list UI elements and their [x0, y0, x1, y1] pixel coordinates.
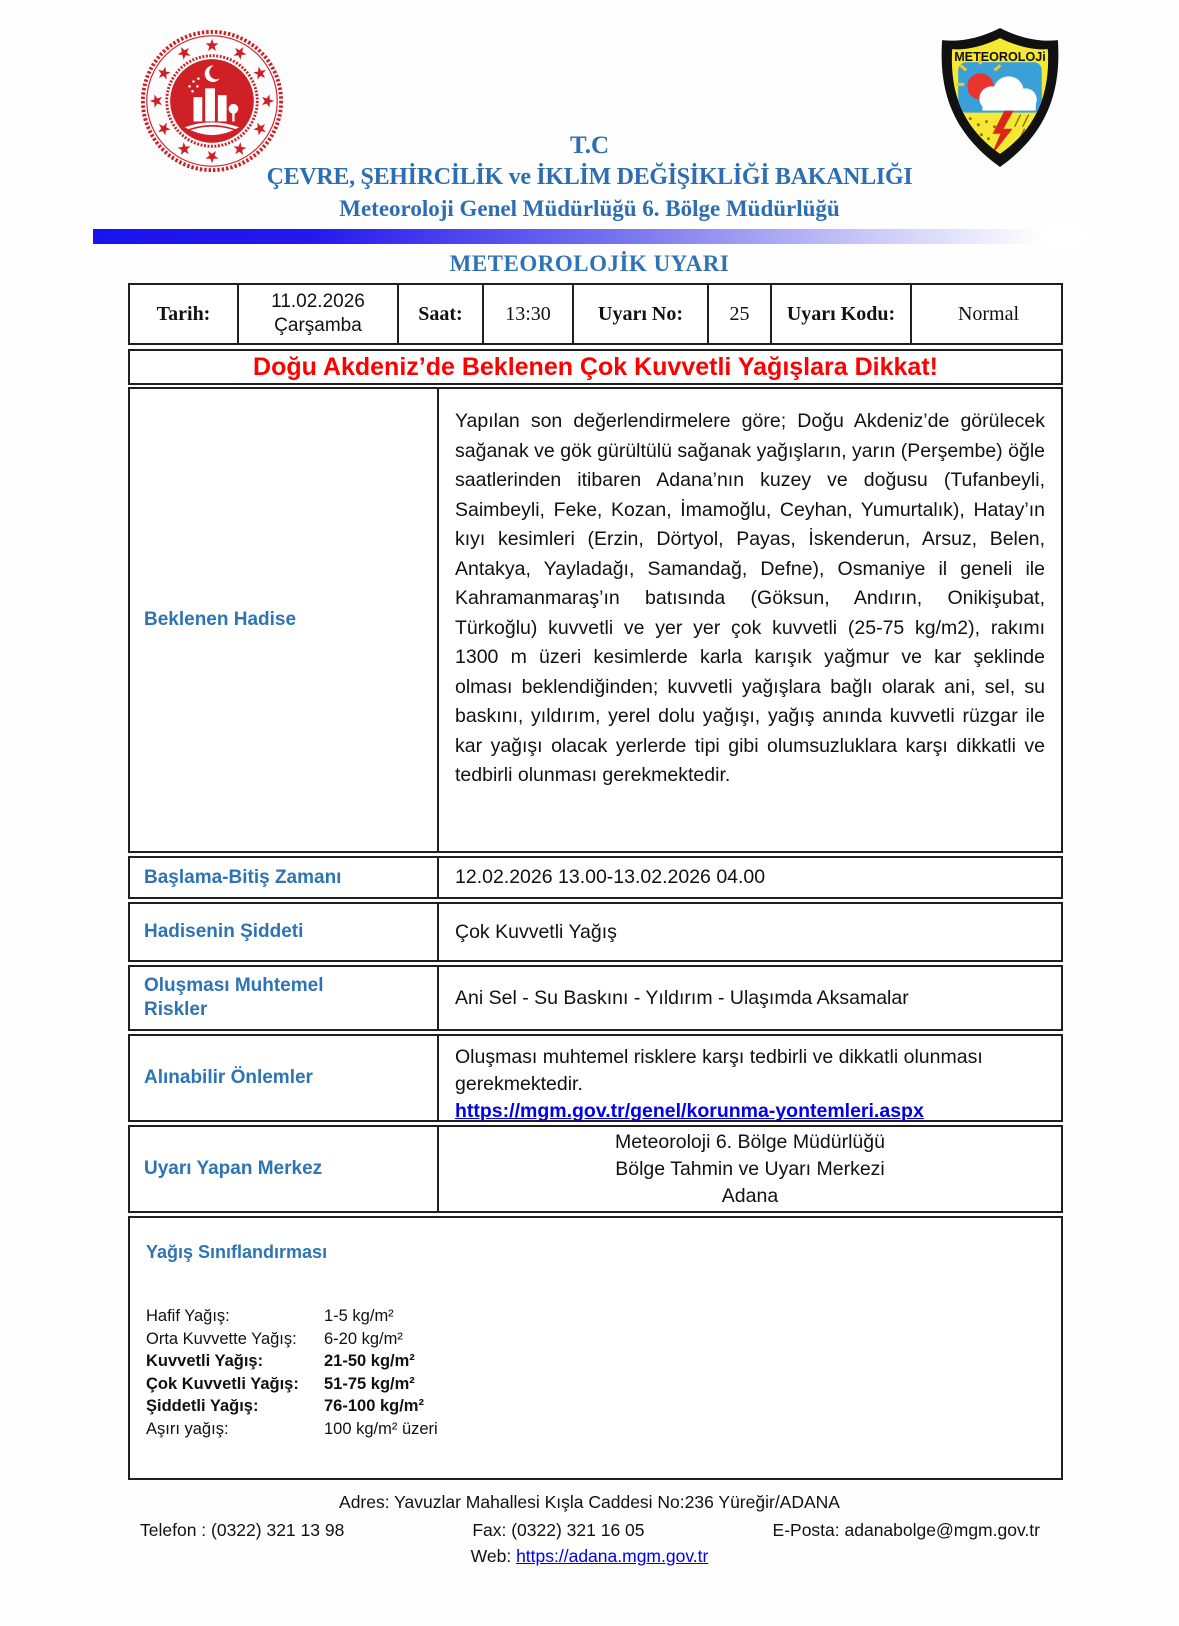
- riskler-value: Ani Sel - Su Baskını - Yıldırım - Ulaşımda Aksamalar: [455, 986, 909, 1009]
- footer-telefon: Telefon : (0322) 321 13 98: [140, 1520, 345, 1540]
- alert-title-row: [128, 349, 1063, 385]
- classification-row-hafif: [146, 1305, 1061, 1328]
- classification-row-kuvvetli: [146, 1350, 1061, 1373]
- header-ministry-name: ÇEVRE, ŞEHİRCİLİK ve İKLİM DEĞİŞİKLİĞİ BAKANLIĞI: [266, 164, 913, 190]
- section-riskler: [128, 965, 1063, 1031]
- alert-title: Doğu Akdeniz’de Beklenen Çok Kuvvetli Yağışlara Dikkat!: [253, 352, 938, 381]
- classification-row-asiri: [146, 1418, 1061, 1441]
- classification-label: Kuvvetli Yağış:: [146, 1352, 264, 1370]
- classification-title: Yağış Sınıflandırması: [146, 1242, 328, 1262]
- section-baslama-bitis: [128, 856, 1063, 899]
- saat-value: 13:30: [482, 285, 572, 343]
- uyari-no-value: 25: [707, 285, 770, 343]
- onlemler-value-cell: [439, 1036, 1061, 1120]
- uyari-kodu-value: Normal: [910, 285, 1065, 343]
- merkez-label-cell: [130, 1127, 439, 1211]
- footer-contacts: [140, 1520, 1040, 1541]
- onlemler-label-cell: [130, 1036, 439, 1120]
- classification-row-siddetli: [146, 1395, 1061, 1418]
- merkez-line-1: Meteoroloji 6. Bölge Müdürlüğü: [615, 1130, 885, 1153]
- classification-label: Çok Kuvvetli Yağış:: [146, 1374, 299, 1393]
- uyari-kodu-label: Uyarı Kodu:: [770, 285, 910, 343]
- header-directorate-name: Meteoroloji Genel Müdürlüğü 6. Bölge Müdürlüğü: [339, 196, 840, 221]
- merkez-label: Uyarı Yapan Merkez: [144, 1158, 323, 1179]
- header-tc: T.C: [569, 132, 610, 159]
- document-title: METEOROLOJİK UYARI: [449, 251, 730, 276]
- siddet-label: Hadisenin Şiddeti: [144, 921, 304, 942]
- beklenen-hadise-value-cell: [439, 389, 1061, 851]
- merkez-line-2: Bölge Tahmin ve Uyarı Merkezi: [615, 1157, 885, 1180]
- footer-web: [0, 1546, 1179, 1567]
- merkez-line-3: Adana: [721, 1184, 779, 1207]
- onlemler-text: Oluşması muhtemel risklere karşı tedbirli ve dikkatli olunması gerekmektedir.: [455, 1046, 983, 1095]
- saat-label: Saat:: [397, 285, 482, 343]
- siddet-value: Çok Kuvvetli Yağış: [455, 920, 617, 943]
- uyari-no-label: Uyarı No:: [572, 285, 707, 343]
- tarih-value: [237, 285, 397, 343]
- badge-text: METEOROLOJi: [954, 50, 1046, 65]
- section-hadisenin-siddeti: [128, 902, 1063, 962]
- classification-value: 51-75 kg/m²: [324, 1374, 415, 1393]
- footer-web-label: Web:: [470, 1546, 512, 1566]
- classification-value: 21-50 kg/m²: [324, 1352, 415, 1370]
- beklenen-hadise-label-cell: [130, 389, 439, 851]
- baslama-label: Başlama-Bitiş Zamanı: [144, 866, 342, 888]
- baslama-label-cell: [130, 858, 439, 897]
- riskler-label: Oluşması Muhtemel Riskler: [144, 975, 324, 1020]
- classification-list: [146, 1305, 1061, 1440]
- classification-label: Şiddetli Yağış:: [146, 1397, 259, 1415]
- classification-row-orta: [146, 1328, 1061, 1351]
- tarih-day: Çarşamba: [274, 315, 362, 336]
- classification-row-cok-kuvvetli: [146, 1373, 1061, 1396]
- footer-fax: Fax: (0322) 321 16 05: [472, 1520, 645, 1540]
- siddet-label-cell: [130, 904, 439, 960]
- classification-value: 100 kg/m² üzeri: [324, 1419, 438, 1438]
- classification-value: 1-5 kg/m²: [324, 1307, 394, 1325]
- onlemler-label: Alınabilir Önlemler: [144, 1067, 313, 1088]
- tarih-label: Tarih:: [156, 302, 211, 325]
- section-yagis-siniflandirmasi: [128, 1216, 1063, 1480]
- riskler-label-cell: [130, 967, 439, 1029]
- classification-label: Hafif Yağış:: [146, 1307, 230, 1325]
- section-onlemler: [128, 1034, 1063, 1122]
- classification-label: Aşırı yağış:: [146, 1419, 229, 1438]
- section-uyari-yapan-merkez: [128, 1125, 1063, 1213]
- footer-eposta: E-Posta: adanabolge@mgm.gov.tr: [772, 1520, 1040, 1540]
- meta-info-row: [128, 283, 1063, 345]
- blue-gradient-divider: [93, 229, 1085, 244]
- footer-web-link[interactable]: https://adana.mgm.gov.tr: [516, 1546, 709, 1566]
- classification-label: Orta Kuvvette Yağış:: [146, 1329, 297, 1348]
- beklenen-hadise-label: Beklenen Hadise: [144, 609, 297, 630]
- footer-address: Adres: Yavuzlar Mahallesi Kışla Caddesi No:236 Yüreğir/ADANA: [339, 1492, 840, 1512]
- beklenen-hadise-text: Yapılan son değerlendirmelere göre; Doğu Akdeniz’de görülecek sağanak ve gök gürültülü sağanak yağışların, yarın (Perşembe) öğle saatlerinden itibaren Adana’nın kuzey ve doğusu (Tufanbeyli, Saimbeyli, Feke, Kozan, İmamoğlu, Ceyhan, Yumurtalık), Hatay’ın kıyı kesimleri (Erzin, Dörtyol, Payas, İskenderun, Arsuz, Belen, Antakya, Yayladağı, Samandağ, Defne), Osmaniye il geneli ile Kahramanmaraş’ın batısında (Göksun, Andırın, Onikişubat, Türkoğlu) kuvvetli ve yer yer çok kuvvetli (25-75 kg/m2), rakımı 1300 m üzeri kesimlerde karla karışık yağmur ve kar şeklinde olması beklendiğinden; kuvvetli yağışlara bağlı olarak ani, sel, su baskını, yıldırım, yerel dolu yağışı, yağış anında kuvvetli rüzgar ile kar yağışı olacak yerlerde tipi gibi olumsuzluklara karşı dikkatli ve tedbirli olunması gerekmektedir.: [455, 410, 1045, 786]
- baslama-value: 12.02.2026 13.00-13.02.2026 04.00: [455, 866, 766, 888]
- korunma-yontemleri-link[interactable]: https://mgm.gov.tr/genel/korunma-yontemleri.aspx: [455, 1100, 924, 1122]
- tarih-date: 11.02.2026: [271, 291, 365, 312]
- section-beklenen-hadise: [128, 387, 1063, 853]
- classification-value: 6-20 kg/m²: [324, 1329, 403, 1348]
- merkez-value-cell: [439, 1127, 1061, 1211]
- classification-value: 76-100 kg/m²: [324, 1397, 424, 1415]
